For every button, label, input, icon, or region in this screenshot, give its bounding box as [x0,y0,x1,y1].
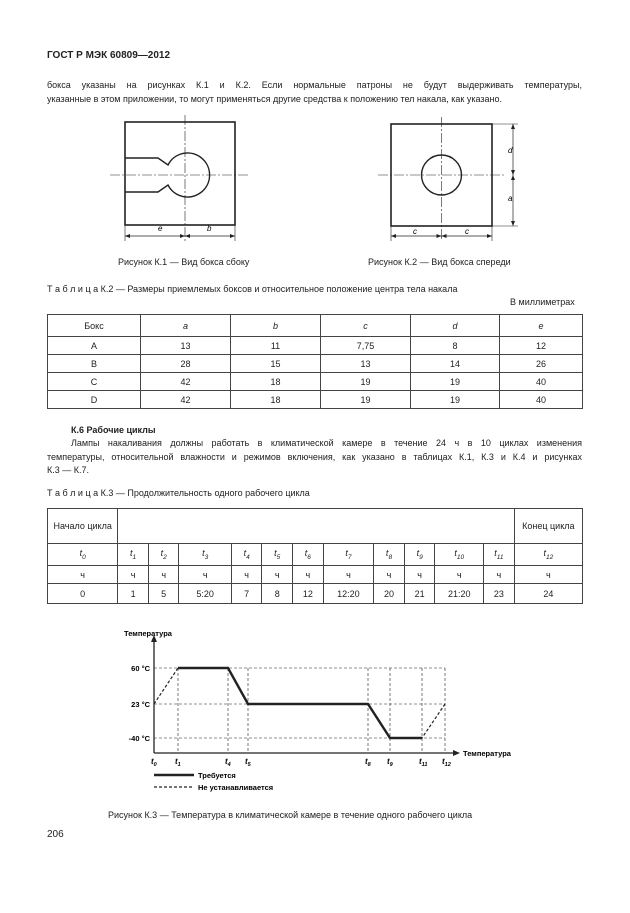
figure-k2-front-view [375,115,525,245]
table-cell: 5 [148,584,179,604]
time-symbol-cell: $t_1$ [118,544,149,566]
box-outline [125,122,235,225]
table-cell: 24 [514,584,582,604]
table-cell: D [48,391,141,409]
table-cell: 26 [500,355,583,373]
svg-text:c: c [413,227,417,236]
table-cell: 19 [411,373,500,391]
legend-required-label: Требуется [198,771,236,780]
time-symbol-cell: $t_8$ [374,544,405,566]
col-header: c [321,315,411,337]
x-tick-label: $t_4$ [225,757,231,768]
time-symbol-cell: $t_4$ [231,544,262,566]
figure-k2-caption: Рисунок К.2 — Вид бокса спереди [368,257,511,267]
table-cell: ч [514,566,582,584]
table-cell: ч [231,566,262,584]
time-symbol-cell: $t_{12}$ [514,544,582,566]
table-cell: 12:20 [323,584,374,604]
table-cell: 0 [48,584,118,604]
table-cell: ч [435,566,484,584]
units-row [48,566,583,584]
section-k6-paragraph: Лампы накаливания должны работать в климатической камере в течение 24 ч в 10 циклах изменения температуры, относительной влажности и режимов включения, как указано в таблицах К.1, К.3 и К.4 и рисунках К.3 — К.7. [47,438,582,475]
section-k6-heading: К.6 Рабочие циклы [71,425,156,435]
table-k2-title: Т а б л и ц а К.2 — Размеры приемлемых боксов и относительное положение центра тела накала [47,284,458,294]
start-cycle-cell: Начало цикла [48,509,118,544]
x-tick-label: $t_9$ [387,757,393,768]
table-cell: 1 [118,584,149,604]
table-cell: ч [262,566,293,584]
table-cell: 7 [231,584,262,604]
time-symbols-row [48,544,583,566]
table-cell: ч [179,566,231,584]
table-cell: 11 [231,337,321,355]
time-symbol-cell: $t_{11}$ [484,544,515,566]
table-cell: 19 [321,391,411,409]
table-cell: 28 [141,355,231,373]
y-tick-label: 23 °C [131,700,150,709]
table-cell: ч [374,566,405,584]
table-row [48,337,583,355]
svg-text:a: a [508,194,513,203]
table-cell: 8 [411,337,500,355]
table-cell: ч [148,566,179,584]
col-header: e [500,315,583,337]
end-cycle-cell: Конец цикла [514,509,582,544]
y-tick-label: 60 °C [131,664,150,673]
legend-not-set-label: Не устанавливается [198,783,274,792]
table-cell: ч [484,566,515,584]
table-cell: ч [404,566,435,584]
table-cell: 13 [321,355,411,373]
table-cell: C [48,373,141,391]
x-tick-label: $t_0$ [151,757,157,768]
intro-paragraph [47,79,582,106]
figure-k3-caption: Рисунок К.3 — Температура в климатической камере в течение одного рабочего цикла [108,810,473,820]
table-cell: ч [118,566,149,584]
table-cell: 40 [500,391,583,409]
table-cell: A [48,337,141,355]
y-tick-label: -40 °C [128,734,150,743]
table-cell: 40 [500,373,583,391]
time-symbol-cell: $t_{10}$ [435,544,484,566]
col-header: b [231,315,321,337]
table-cell: 42 [141,373,231,391]
table-k2-units: В миллиметрах [510,297,575,307]
col-header: a [141,315,231,337]
figure-k1-side-view [110,115,250,245]
table-cell: 20 [374,584,405,604]
values-row [48,584,583,604]
svg-text:c: c [465,227,469,236]
intro-line-2: указанные в этом приложении, то могут применяться другие средства к положению тел накала, как указано. [47,93,503,104]
x-tick-label: $t_{12}$ [442,757,451,768]
table-row [48,355,583,373]
x-tick-label: $t_1$ [175,757,181,768]
table-cell: 8 [262,584,293,604]
y-axis-label: Температура [124,629,172,638]
x-tick-label: $t_5$ [245,757,251,768]
table-k3-title: Т а б л и ц а К.3 — Продолжительность одного рабочего цикла [47,488,310,498]
table-cell: 5:20 [179,584,231,604]
figure-k1-caption: Рисунок К.1 — Вид бокса сбоку [118,257,250,267]
table-cell: ч [293,566,324,584]
table-cell: 21:20 [435,584,484,604]
col-header: d [411,315,500,337]
x-axis-arrow [453,750,460,756]
table-cell: 14 [411,355,500,373]
table-cell: 23 [484,584,515,604]
time-symbol-cell: $t_0$ [48,544,118,566]
table-cell: 18 [231,391,321,409]
time-symbol-cell: $t_6$ [293,544,324,566]
table-cell: 19 [411,391,500,409]
table-row [48,391,583,409]
table-k3 [47,508,583,604]
table-cell: 21 [404,584,435,604]
figure-k3-chart [100,625,530,800]
document-header: ГОСТ Р МЭК 60809—2012 [47,50,171,61]
time-symbol-cell: $t_2$ [148,544,179,566]
page-number: 206 [47,829,64,840]
time-symbol-cell: $t_7$ [323,544,374,566]
table-cell: B [48,355,141,373]
time-symbol-cell: $t_5$ [262,544,293,566]
dim-label-e: e [158,224,163,233]
intro-line-1: бокса указаны на рисунках К.1 и К.2. Если нормальные патроны не будут выдерживать температуры, [47,80,582,90]
table-cell: 7,75 [321,337,411,355]
time-symbol-cell: $t_9$ [404,544,435,566]
time-symbol-cell: $t_3$ [179,544,231,566]
table-cell: 42 [141,391,231,409]
table-header-row [48,315,583,337]
table-cell: 13 [141,337,231,355]
series-required-line [178,668,422,738]
x-tick-label: $t_8$ [365,757,371,768]
table-row [48,373,583,391]
table-cell: ч [48,566,118,584]
col-header: Бокс [48,315,141,337]
table-cell: ч [323,566,374,584]
table-cell: 12 [500,337,583,355]
table-k2 [47,314,583,409]
x-tick-label: $t_{11}$ [419,757,428,768]
dim-label-b: b [207,224,212,233]
table-cell: 18 [231,373,321,391]
table-cell: 15 [231,355,321,373]
table-cell: 19 [321,373,411,391]
table-cell: 12 [293,584,324,604]
svg-text:d: d [508,146,513,155]
x-axis-label: Температура [463,749,511,758]
